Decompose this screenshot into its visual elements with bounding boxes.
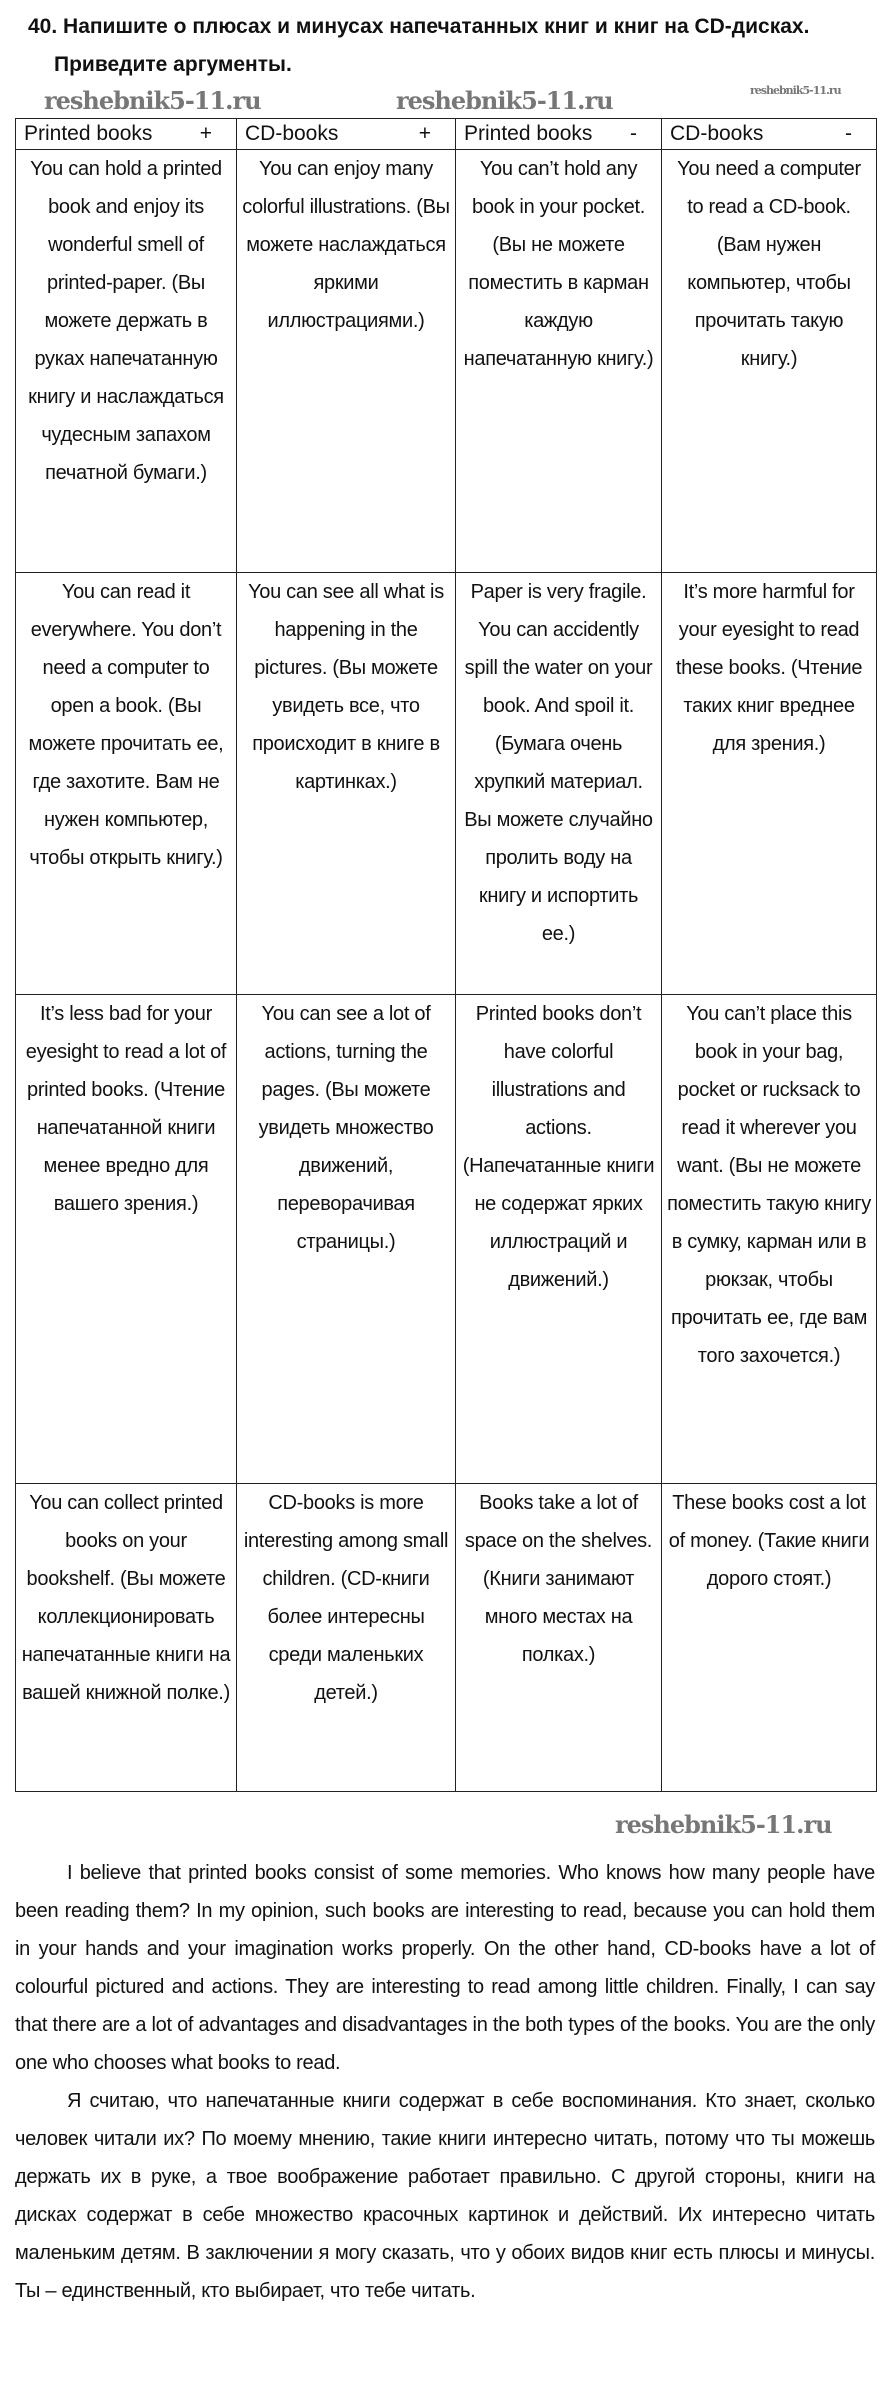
table-cell: You can collect printed books on your bookshelf. (Вы можете коллекционировать напечатанные книги на вашей книжной полке.) bbox=[16, 1484, 237, 1792]
essay-russian: Я считаю, что напечатанные книги содержат в себе воспоминания. Кто знает, сколько человек читали их? По моему мнению, такие книги интересно читать, потому что ты можешь держать их в руке, а твое воображение работает правильно. С другой стороны, книги на дисках содержат в себе множество красочных картинок и действий. Их интересно читать маленьким детям. В заключении я могу сказать, что у обоих видов книг есть плюсы и минусы. Ты – единственный, кто выбирает, что тебе читать. bbox=[15, 2090, 875, 2302]
table-cell: Paper is very fragile. You can accidently spill the water on your book. And spoil it. (Бумага очень хрупкий материал. Вы можете случайно пролить воду на книгу и испортить ее.) bbox=[456, 573, 662, 995]
table-row bbox=[16, 573, 877, 995]
header-cd-cons: CD-books - bbox=[662, 119, 877, 150]
table-cell: Books take a lot of space on the shelves. (Книги занимают много местах на полках.) bbox=[456, 1484, 662, 1792]
table-cell: It’s less bad for your eyesight to read a lot of printed books. (Чтение напечатанной книги менее вредно для вашего зрения.) bbox=[16, 995, 237, 1484]
table-cell: You can read it everywhere. You don’t need a computer to open a book. (Вы можете прочитать ее, где захотите. Вам не нужен компьютер, чтобы открыть книгу.) bbox=[16, 573, 237, 995]
header-printed-pros: Printed books + bbox=[16, 119, 237, 150]
table-cell: You can enjoy many colorful illustrations. (Вы можете наслаждаться яркими иллюстрациями.) bbox=[237, 150, 456, 573]
task-line-2: Приведите аргументы. bbox=[54, 53, 292, 76]
table-cell: You can hold a printed book and enjoy its wonderful smell of printed-paper. (Вы можете держать в руках напечатанную книгу и наслаждаться чудесным запахом печатной бумаги.) bbox=[16, 150, 237, 573]
watermark: reshebnik5-11.ru bbox=[750, 84, 841, 97]
table-cell: You can see a lot of actions, turning the pages. (Вы можете увидеть множество движений, переворачивая страницы.) bbox=[237, 995, 456, 1484]
table-cell: CD-books is more interesting among small children. (CD-книги более интересны среди маленьких детей.) bbox=[237, 1484, 456, 1792]
task-heading bbox=[28, 8, 876, 84]
watermark: reshebnik5-11.ru bbox=[44, 86, 261, 115]
header-cd-pros: CD-books + bbox=[237, 119, 456, 150]
table-cell: Printed books don’t have colorful illustrations and actions. (Напечатанные книги не содержат ярких иллюстраций и движений.) bbox=[456, 995, 662, 1484]
table-header-row bbox=[16, 119, 877, 150]
header-printed-cons: Printed books - bbox=[456, 119, 662, 150]
table-cell: You can’t place this book in your bag, pocket or rucksack to read it wherever you want. (Вы не можете поместить такую книгу в сумку, карман или в рюкзак, чтобы прочитать ее, где вам того захочется.) bbox=[662, 995, 877, 1484]
watermark: reshebnik5-11.ru bbox=[615, 1810, 832, 1839]
table-row bbox=[16, 150, 877, 573]
watermark: reshebnik5-11.ru bbox=[396, 86, 613, 115]
watermark-row bbox=[15, 84, 876, 118]
table-cell: You need a computer to read a CD-book. (Вам нужен компьютер, чтобы прочитать такую книгу.) bbox=[662, 150, 877, 573]
essay-english: I believe that printed books consist of some memories. Who knows how many people have been reading them? In my opinion, such books are interesting to read, because you can hold them in your hands and your imagination works properly. On the other hand, CD-books have a lot of colourful pictured and actions. They are interesting to read among little children. Finally, I can say that there are a lot of advantages and disadvantages in the both types of the books. You are the only one who chooses what books to read. bbox=[15, 1862, 875, 2074]
table-row bbox=[16, 995, 877, 1484]
table-cell: You can see all what is happening in the pictures. (Вы можете увидеть все, что происходит в книге в картинках.) bbox=[237, 573, 456, 995]
table-cell: It’s more harmful for your eyesight to read these books. (Чтение таких книг вреднее для зрения.) bbox=[662, 573, 877, 995]
watermark-gap bbox=[15, 1792, 876, 1854]
task-line-1: 40. Напишите о плюсах и минусах напечатанных книг и книг на CD-дисках. bbox=[28, 15, 810, 38]
table-row bbox=[16, 1484, 877, 1792]
table-cell: These books cost a lot of money. (Такие книги дорого стоят.) bbox=[662, 1484, 877, 1792]
pros-cons-table bbox=[15, 118, 877, 1792]
table-cell: You can’t hold any book in your pocket. (Вы не можете поместить в карман каждую напечатанную книгу.) bbox=[456, 150, 662, 573]
